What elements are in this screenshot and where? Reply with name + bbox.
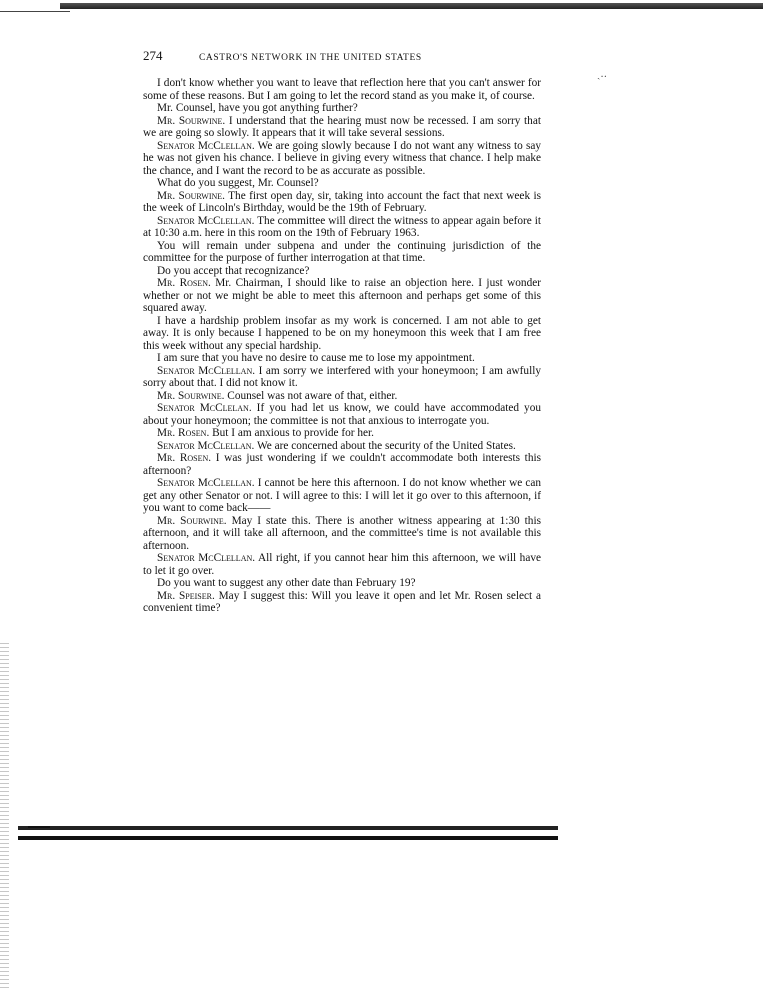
paragraph xyxy=(143,140,541,178)
paragraph-text: I was just wondering if we couldn't accommodate both interests this afternoon? xyxy=(143,452,541,477)
paragraph xyxy=(143,102,541,115)
scan-top-border xyxy=(60,3,763,9)
speaker-name: Mr. Sourwine. xyxy=(157,514,227,527)
paragraph-text: I am sorry we interfered with your honeymoon; I am awfully sorry about that. I did not know it. xyxy=(143,364,542,389)
paragraph-text: I understand that the hearing must now be recessed. I am sorry that we are going so slowly. It appears that it will take several sessions. xyxy=(143,114,541,139)
paragraph xyxy=(143,190,541,215)
speaker-name: Mr. Sourwine. xyxy=(157,189,225,202)
paragraph xyxy=(143,215,541,240)
paragraph xyxy=(143,590,541,615)
paragraph-text: The committee will direct the witness to appear again before it at 10:30 a.m. here in this room on the 19th of February 1963. xyxy=(143,214,541,239)
paragraph xyxy=(143,552,541,577)
speaker-name: Mr. Rosen. xyxy=(157,452,212,464)
paragraph-text: Do you want to suggest any other date than February 19? xyxy=(157,577,416,589)
paragraph xyxy=(143,440,541,453)
paragraph-text: Do you accept that recognizance? xyxy=(157,264,310,277)
body-text xyxy=(143,77,541,615)
paragraph-text: Counsel was not aware of that, either. xyxy=(224,389,398,402)
paragraph-text: I am sure that you have no desire to cause me to lose my appointment. xyxy=(157,352,475,364)
speaker-name: Mr. Rosen. xyxy=(157,427,210,439)
paragraph xyxy=(143,77,541,102)
paragraph xyxy=(143,390,541,403)
paragraph-text: I don't know whether you want to leave that reflection here that you can't answer for some of these reasons. But I am going to let the record stand as you make it, of course. xyxy=(143,77,541,102)
paragraph-text: We are concerned about the security of the United States. xyxy=(254,439,516,452)
scan-corner-line xyxy=(0,11,70,12)
speaker-name: Senator McClellan. xyxy=(157,439,255,452)
speaker-name: Senator McClellan. xyxy=(157,552,256,564)
paragraph xyxy=(143,352,541,365)
paragraph xyxy=(143,477,541,515)
paragraph xyxy=(143,115,541,140)
speaker-name: Senator McClellan. xyxy=(157,364,256,377)
paragraph-text: I cannot be here this afternoon. I do not know whether we can get any other Senator or not. I will agree to this: I will let it go over to this afternoon, if you want to come back—— xyxy=(143,477,542,514)
paragraph xyxy=(143,177,541,190)
speaker-name: Mr. Sourwine. xyxy=(157,114,226,127)
speaker-name: Mr. Speiser. xyxy=(157,589,215,602)
paragraph xyxy=(143,240,541,265)
paragraph xyxy=(143,265,541,278)
paragraph xyxy=(143,515,541,553)
paragraph xyxy=(143,365,541,390)
scan-left-edge xyxy=(0,640,9,990)
page-number: 274 xyxy=(143,48,163,63)
speaker-name: Senator McClellan. xyxy=(157,214,255,227)
paragraph-text: But I am anxious to provide for her. xyxy=(209,427,374,439)
paragraph-text: Mr. Chairman, I should like to raise an objection here. I just wonder whether or not we might be able to meet this afternoon and perhaps get some of this squared away. xyxy=(143,277,542,314)
paragraph-text: You will remain under subpena and under the continuing jurisdiction of the committee for the purpose of further interrogation at that time. xyxy=(143,239,541,264)
paragraph xyxy=(143,402,541,427)
speaker-name: Senator McClellan. xyxy=(157,139,255,152)
paragraph-text: The first open day, sir, taking into account the fact that next week is the week of Lincoln's Birthday, would be the 19th of February. xyxy=(143,189,541,214)
paragraph xyxy=(143,277,541,315)
paragraph-text: All right, if you cannot hear him this afternoon, we will have to let it go over. xyxy=(143,552,541,577)
paragraph-text: Mr. Counsel, have you got anything further? xyxy=(157,102,358,114)
page-header xyxy=(143,48,541,68)
paragraph-text: We are going slowly because I do not want any witness to say he was not given his chance. I believe in giving every witness that chance. I help make the chance, and I want the record to be as accurate as possible. xyxy=(143,139,542,177)
paragraph-text: I have a hardship problem insofar as my work is concerned. I am not able to get away. It is only because I happened to be on my honeymoon this week that I am free this week without any special hardship. xyxy=(143,314,541,352)
paragraph xyxy=(143,315,541,353)
speaker-name: Senator McClelan. xyxy=(157,402,252,414)
bottom-rule xyxy=(18,826,558,830)
speaker-name: Mr. Sourwine. xyxy=(157,389,225,402)
paragraph-text: What do you suggest, Mr. Counsel? xyxy=(157,177,319,189)
running-title: CASTRO'S NETWORK IN THE UNITED STATES xyxy=(199,53,422,63)
stray-mark: ˎ‥ xyxy=(597,69,607,80)
document-page xyxy=(143,48,541,615)
paragraph-text: May I state this. There is another witness appearing at 1:30 this afternoon, and it will take all afternoon, and the committee's time is not available this afternoon. xyxy=(143,514,541,552)
paragraph-text: If you had let us know, we could have accommodated you about your honeymoon; the committee is not that anxious to interrogate you. xyxy=(143,402,542,427)
paragraph xyxy=(143,452,541,477)
bottom-rule-mark xyxy=(28,826,50,828)
paragraph-text: May I suggest this: Will you leave it open and let Mr. Rosen select a convenient time? xyxy=(143,589,541,614)
bottom-rule-thick xyxy=(18,836,558,840)
speaker-name: Senator McClellan. xyxy=(157,477,255,489)
paragraph xyxy=(143,577,541,590)
speaker-name: Mr. Rosen. xyxy=(157,277,211,289)
paragraph xyxy=(143,427,541,440)
